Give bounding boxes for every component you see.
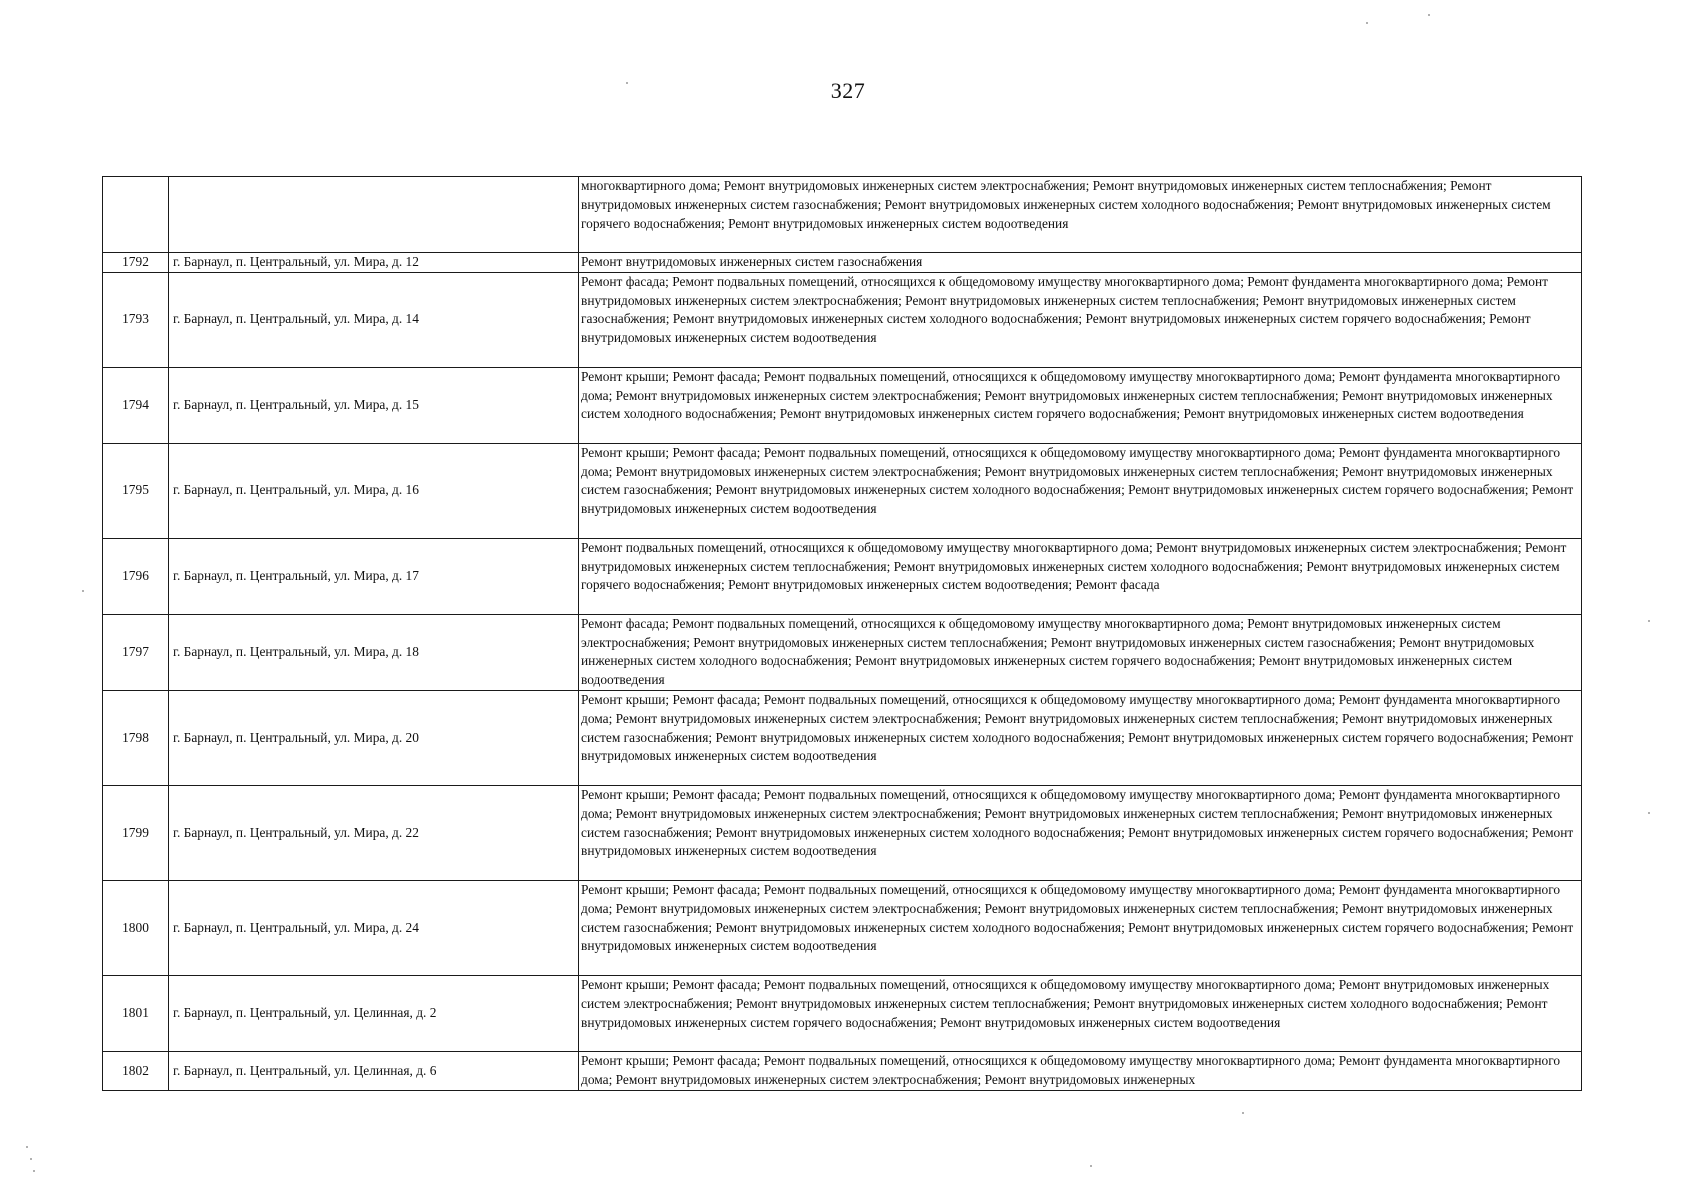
row-address: г. Барнаул, п. Центральный, ул. Мира, д. 16 (169, 443, 579, 538)
row-address: г. Барнаул, п. Центральный, ул. Мира, д. 22 (169, 785, 579, 880)
row-number: 1796 (103, 538, 169, 614)
table-row (103, 538, 1582, 614)
scan-speck (1242, 1112, 1244, 1114)
row-address: г. Барнаул, п. Центральный, ул. Мира, д. 18 (169, 614, 579, 690)
row-works: Ремонт фасада; Ремонт подвальных помещений, относящихся к общедомовому имуществу многоквартирного дома; Ремонт внутридомовых инженерных систем электроснабжения; Ремонт внутридомовых инженерных систем теплоснабжения; Ремонт внутридомовых инженерных систем газоснабжения; Ремонт внутридомовых инженерных систем холодного водоснабжения; Ремонт внутридомовых инженерных систем горячего водоснабжения; Ремонт внутридомовых инженерных систем водоотведения (579, 614, 1582, 690)
row-number: 1800 (103, 880, 169, 975)
table-row (103, 690, 1582, 785)
table-row (103, 785, 1582, 880)
row-works: Ремонт крыши; Ремонт фасада; Ремонт подвальных помещений, относящихся к общедомовому имуществу многоквартирного дома; Ремонт внутридомовых инженерных систем электроснабжения; Ремонт внутридомовых инженерных систем теплоснабжения; Ремонт внутридомовых инженерных систем холодного водоснабжения; Ремонт внутридомовых инженерных систем горячего водоснабжения; Ремонт внутридомовых инженерных систем водоотведения (579, 975, 1582, 1051)
table-row (103, 1051, 1582, 1090)
table-row (103, 177, 1582, 253)
scan-speck (33, 1170, 35, 1172)
row-works: Ремонт подвальных помещений, относящихся к общедомовому имуществу многоквартирного дома; Ремонт внутридомовых инженерных систем электроснабжения; Ремонт внутридомовых инженерных систем теплоснабжения; Ремонт внутридомовых инженерных систем холодного водоснабжения; Ремонт внутридомовых инженерных систем горячего водоснабжения; Ремонт внутридомовых инженерных систем водоотведения; Ремонт фасада (579, 538, 1582, 614)
row-number: 1797 (103, 614, 169, 690)
table-row (103, 614, 1582, 690)
row-address: г. Барнаул, п. Центральный, ул. Мира, д. 20 (169, 690, 579, 785)
scan-speck (1648, 812, 1650, 814)
row-works: Ремонт фасада; Ремонт подвальных помещений, относящихся к общедомовому имуществу многоквартирного дома; Ремонт фундамента многоквартирного дома; Ремонт внутридомовых инженерных систем электроснабжения; Ремонт внутридомовых инженерных систем теплоснабжения; Ремонт внутридомовых инженерных систем газоснабжения; Ремонт внутридомовых инженерных систем холодного водоснабжения; Ремонт внутридомовых инженерных систем горячего водоснабжения; Ремонт внутридомовых инженерных систем водоотведения (579, 272, 1582, 367)
table-row (103, 253, 1582, 273)
row-address: г. Барнаул, п. Центральный, ул. Мира, д. 12 (169, 253, 579, 273)
row-number: 1795 (103, 443, 169, 538)
row-number: 1794 (103, 367, 169, 443)
row-works: Ремонт крыши; Ремонт фасада; Ремонт подвальных помещений, относящихся к общедомовому имуществу многоквартирного дома; Ремонт фундамента многоквартирного дома; Ремонт внутридомовых инженерных систем электроснабжения; Ремонт внутридомовых инженерных систем теплоснабжения; Ремонт внутридомовых инженерных систем газоснабжения; Ремонт внутридомовых инженерных систем холодного водоснабжения; Ремонт внутридомовых инженерных систем горячего водоснабжения; Ремонт внутридомовых инженерных систем водоотведения (579, 785, 1582, 880)
row-address: г. Барнаул, п. Центральный, ул. Целинная, д. 2 (169, 975, 579, 1051)
row-number: 1802 (103, 1051, 169, 1090)
row-works: многоквартирного дома; Ремонт внутридомовых инженерных систем электроснабжения; Ремонт внутридомовых инженерных систем теплоснабжения; Ремонт внутридомовых инженерных систем газоснабжения; Ремонт внутридомовых инженерных систем холодного водоснабжения; Ремонт внутридомовых инженерных систем горячего водоснабжения; Ремонт внутридомовых инженерных систем водоотведения (579, 177, 1582, 253)
table-row (103, 367, 1582, 443)
table-row (103, 880, 1582, 975)
scan-speck (1090, 1165, 1092, 1167)
row-works: Ремонт внутридомовых инженерных систем газоснабжения (579, 253, 1582, 273)
scan-speck (26, 1146, 28, 1148)
row-works: Ремонт крыши; Ремонт фасада; Ремонт подвальных помещений, относящихся к общедомовому имуществу многоквартирного дома; Ремонт фундамента многоквартирного дома; Ремонт внутридомовых инженерных систем электроснабжения; Ремонт внутридомовых инженерных систем теплоснабжения; Ремонт внутридомовых инженерных систем газоснабжения; Ремонт внутридомовых инженерных систем холодного водоснабжения; Ремонт внутридомовых инженерных систем горячего водоснабжения; Ремонт внутридомовых инженерных систем водоотведения (579, 690, 1582, 785)
scan-speck (1428, 14, 1430, 16)
scan-speck (30, 1158, 32, 1160)
row-number: 1799 (103, 785, 169, 880)
row-address: г. Барнаул, п. Центральный, ул. Мира, д. 24 (169, 880, 579, 975)
table-row (103, 272, 1582, 367)
row-address: г. Барнаул, п. Центральный, ул. Мира, д. 15 (169, 367, 579, 443)
row-address (169, 177, 579, 253)
row-works: Ремонт крыши; Ремонт фасада; Ремонт подвальных помещений, относящихся к общедомовому имуществу многоквартирного дома; Ремонт фундамента многоквартирного дома; Ремонт внутридомовых инженерных систем электроснабжения; Ремонт внутридомовых инженерных систем теплоснабжения; Ремонт внутридомовых инженерных систем холодного водоснабжения; Ремонт внутридомовых инженерных систем горячего водоснабжения; Ремонт внутридомовых инженерных систем водоотведения (579, 367, 1582, 443)
scan-speck (1366, 22, 1368, 24)
row-address: г. Барнаул, п. Центральный, ул. Мира, д. 14 (169, 272, 579, 367)
row-number: 1798 (103, 690, 169, 785)
page-number: 327 (830, 78, 866, 103)
row-works: Ремонт крыши; Ремонт фасада; Ремонт подвальных помещений, относящихся к общедомовому имуществу многоквартирного дома; Ремонт фундамента многоквартирного дома; Ремонт внутридомовых инженерных систем электроснабжения; Ремонт внутридомовых инженерных (579, 1051, 1582, 1090)
row-number: 1801 (103, 975, 169, 1051)
row-number (103, 177, 169, 253)
scan-speck (82, 590, 84, 592)
scan-speck (626, 82, 628, 84)
repair-table (102, 176, 1582, 1091)
table-row (103, 443, 1582, 538)
scan-speck (1648, 620, 1650, 622)
table-row (103, 975, 1582, 1051)
row-works: Ремонт крыши; Ремонт фасада; Ремонт подвальных помещений, относящихся к общедомовому имуществу многоквартирного дома; Ремонт фундамента многоквартирного дома; Ремонт внутридомовых инженерных систем электроснабжения; Ремонт внутридомовых инженерных систем теплоснабжения; Ремонт внутридомовых инженерных систем газоснабжения; Ремонт внутридомовых инженерных систем холодного водоснабжения; Ремонт внутридомовых инженерных систем горячего водоснабжения; Ремонт внутридомовых инженерных систем водоотведения (579, 443, 1582, 538)
row-address: г. Барнаул, п. Центральный, ул. Мира, д. 17 (169, 538, 579, 614)
row-number: 1792 (103, 253, 169, 273)
row-number: 1793 (103, 272, 169, 367)
row-works: Ремонт крыши; Ремонт фасада; Ремонт подвальных помещений, относящихся к общедомовому имуществу многоквартирного дома; Ремонт фундамента многоквартирного дома; Ремонт внутридомовых инженерных систем электроснабжения; Ремонт внутридомовых инженерных систем теплоснабжения; Ремонт внутридомовых инженерных систем газоснабжения; Ремонт внутридомовых инженерных систем холодного водоснабжения; Ремонт внутридомовых инженерных систем горячего водоснабжения; Ремонт внутридомовых инженерных систем водоотведения (579, 880, 1582, 975)
row-address: г. Барнаул, п. Центральный, ул. Целинная, д. 6 (169, 1051, 579, 1090)
